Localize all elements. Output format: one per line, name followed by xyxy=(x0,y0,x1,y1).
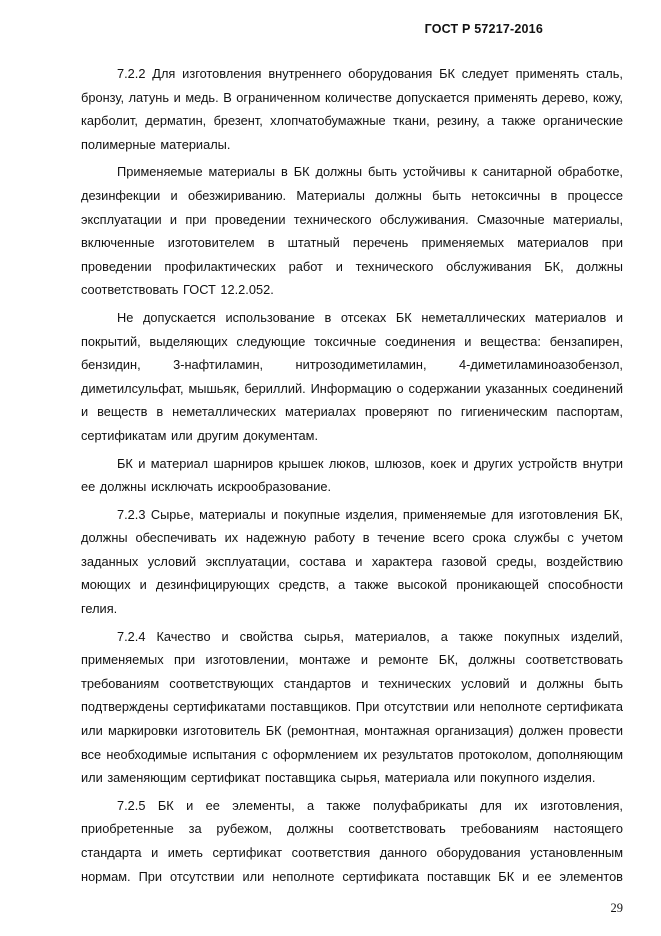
document-body xyxy=(81,62,623,892)
page-number: 29 xyxy=(610,901,623,915)
paragraph-7-2-3: 7.2.3 Сырье, материалы и покупные изделия, применяемые для изготовления БК, должны обеспечивать их надежную работу в течение всего срока службы с учетом заданных условий эксплуатации, состава и характера газовой среды, воздействию моющих и дезинфицирующих средств, а также высокой проникающей способности гелия. xyxy=(81,506,623,617)
paragraph-materials-resistance: Применяемые материалы в БК должны быть устойчивы к санитарной обработке, дезинфекции и обезжириванию. Материалы должны быть нетоксичны в процессе эксплуатации и при проведении технического обслуживания. Смазочные материалы, включенные изготовителем в штатный перечень применяемых материалов при проведении профилактических работ и технического обслуживания БК, должны соответствовать ГОСТ 12.2.052. xyxy=(81,164,623,298)
document-header: ГОСТ Р 57217-2016 xyxy=(424,22,543,36)
paragraph-7-2-5: 7.2.5 БК и ее элементы, а также полуфабрикаты для их изготовления, приобретенные за рубежом, должны соответствовать требованиям настоящего стандарта и иметь сертификат соответствия данного оборудования установленным нормам. При отсутствии или неполноте сертификата поставщик БК и ее элементов xyxy=(81,797,623,884)
paragraph-7-2-2: 7.2.2 Для изготовления внутреннего оборудования БК следует применять сталь, бронзу, латунь и медь. В ограниченном количестве допускается применять дерево, кожу, карболит, дерматин, брезент, хлопчатобумажные ткани, резину, а также органические полимерные материалы. xyxy=(81,66,623,152)
paragraph-spark-prevention: БК и материал шарниров крышек люков, шлюзов, коек и других устройств внутри ее должны исключать искрообразование. xyxy=(81,455,623,495)
paragraph-toxic-substances: Не допускается использование в отсеках БК неметаллических материалов и покрытий, выделяющих следующие токсичные соединения и вещества: бензапирен, бензидин, 3-нафтиламин, нитрозодиметиламин, 4-диметиламиноазобензол, диметилсульфат, мышьяк, бериллий. Информацию о содержании указанных соединений и веществ в неметаллических материалах проверяют по гигиеническим паспортам, сертификатам или другим документам. xyxy=(81,309,623,443)
paragraph-7-2-4: 7.2.4 Качество и свойства сырья, материалов, а также покупных изделий, применяемых при изготовлении, монтаже и ремонте БК, должны соответствовать требованиям соответствующих стандартов и технических условий и должны быть подтверждены сертификатами поставщиков. При отсутствии или неполноте сертификата или маркировки изготовитель БК (ремонтная, монтажная организация) должен провести все необходимые испытания с оформлением их результатов протоколом, дополняющим или заменяющим сертификат поставщика сырья, материала или покупного изделия. xyxy=(81,628,623,786)
